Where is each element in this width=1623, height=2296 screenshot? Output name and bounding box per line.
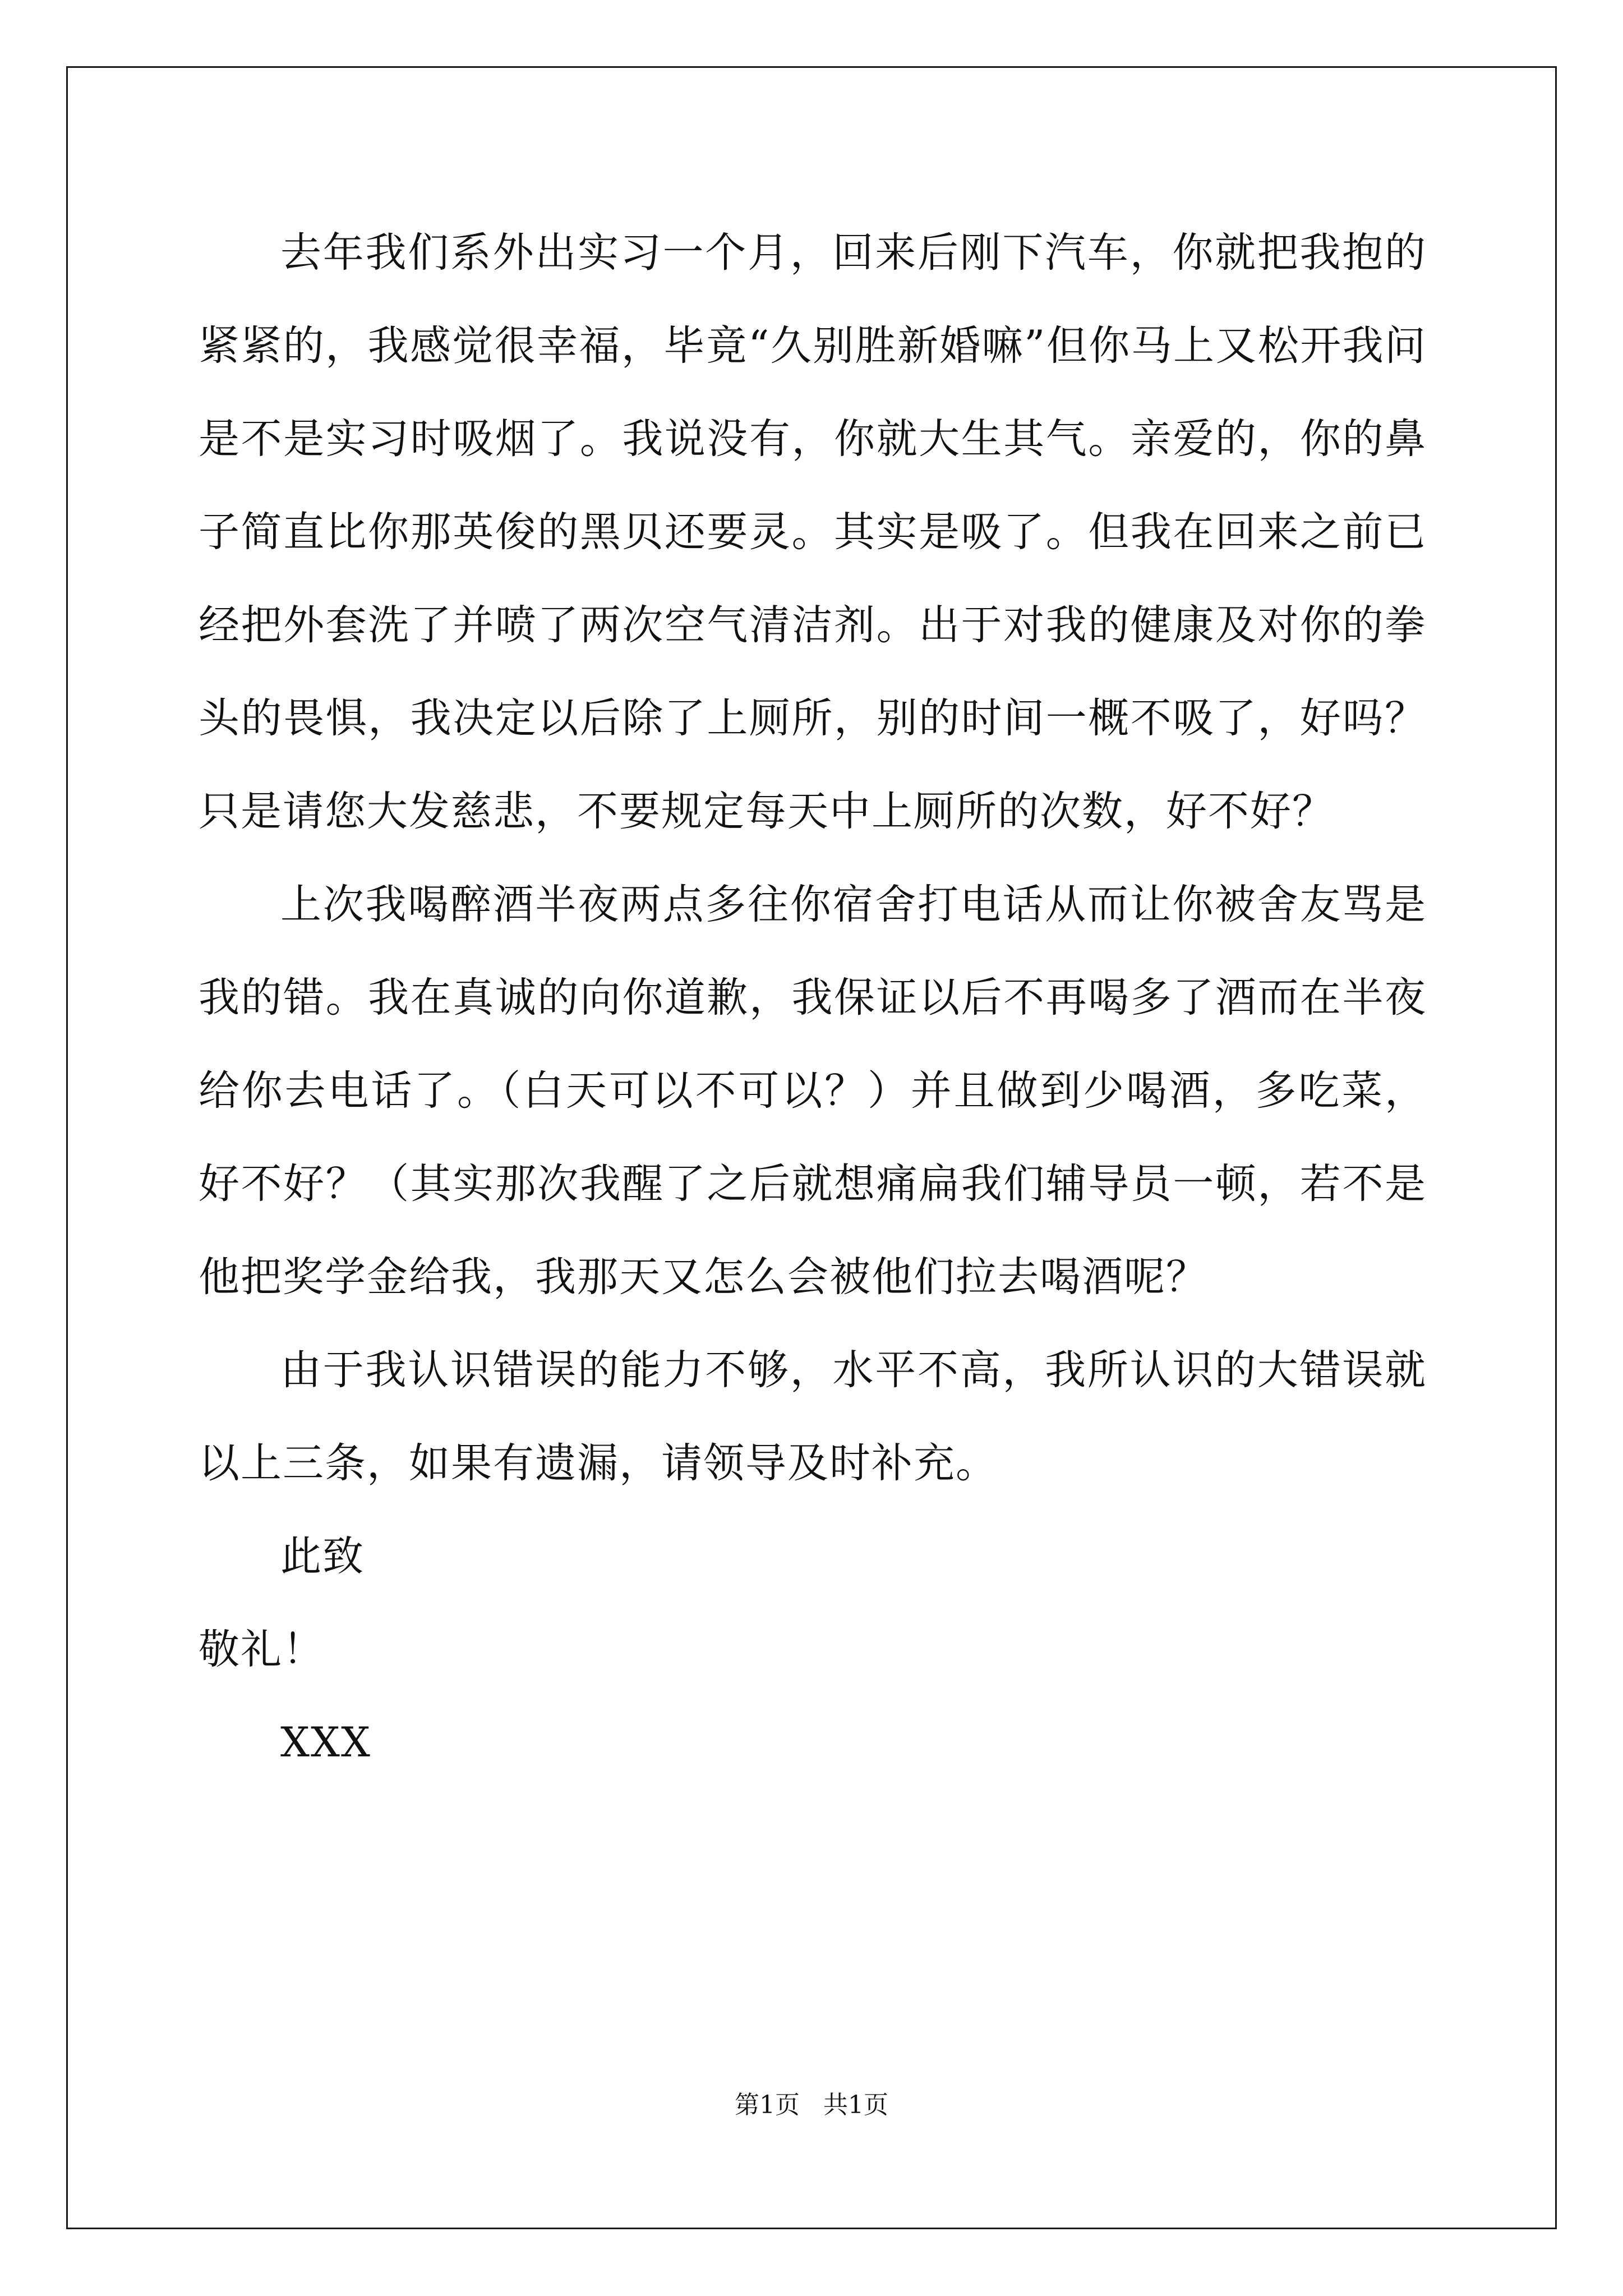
page-number: 第1页	[735, 2091, 800, 2119]
page-total: 共1页	[823, 2091, 888, 2119]
salutation-line: 敬礼！	[199, 1626, 325, 1673]
closing-line: 此致	[280, 1533, 365, 1580]
signature-line: XXX	[280, 1719, 371, 1766]
letter-body	[199, 206, 1427, 1789]
paragraph-3: 由于我认识错误的能力不够，水平不高，我所认识的大错误就以上三条，如果有遗漏，请领导及时补充。	[199, 1346, 1427, 1487]
paragraph-2: 上次我喝醉酒半夜两点多往你宿舍打电话从而让你被舍友骂是我的错。我在真诚的向你道歉，我保证以后不再喝多了酒而在半夜给你去电话了。（白天可以不可以？）并且做到少喝酒，多吃菜，好不好？（其实那次我醒了之后就想痛扁我们辅导员一顿，若不是他把奖学金给我，我那天又怎么会被他们拉去喝酒呢？	[199, 881, 1427, 1301]
paragraph-1: 去年我们系外出实习一个月，回来后刚下汽车，你就把我抱的紧紧的，我感觉很幸福，毕竟“久别胜新婚嘛”但你马上又松开我问是不是实习时吸烟了。我说没有，你就大生其气。亲爱的，你的鼻子简直比你那英俊的黑贝还要灵。其实是吸了。但我在回来之前已经把外套洗了并喷了两次空气清洁剂。出于对我的健康及对你的拳头的畏惧，我决定以后除了上厕所，别的时间一概不吸了，好吗？只是请您大发慈悲，不要规定每天中上厕所的次数，好不好？	[199, 229, 1427, 835]
page-footer	[0, 2085, 1623, 2120]
